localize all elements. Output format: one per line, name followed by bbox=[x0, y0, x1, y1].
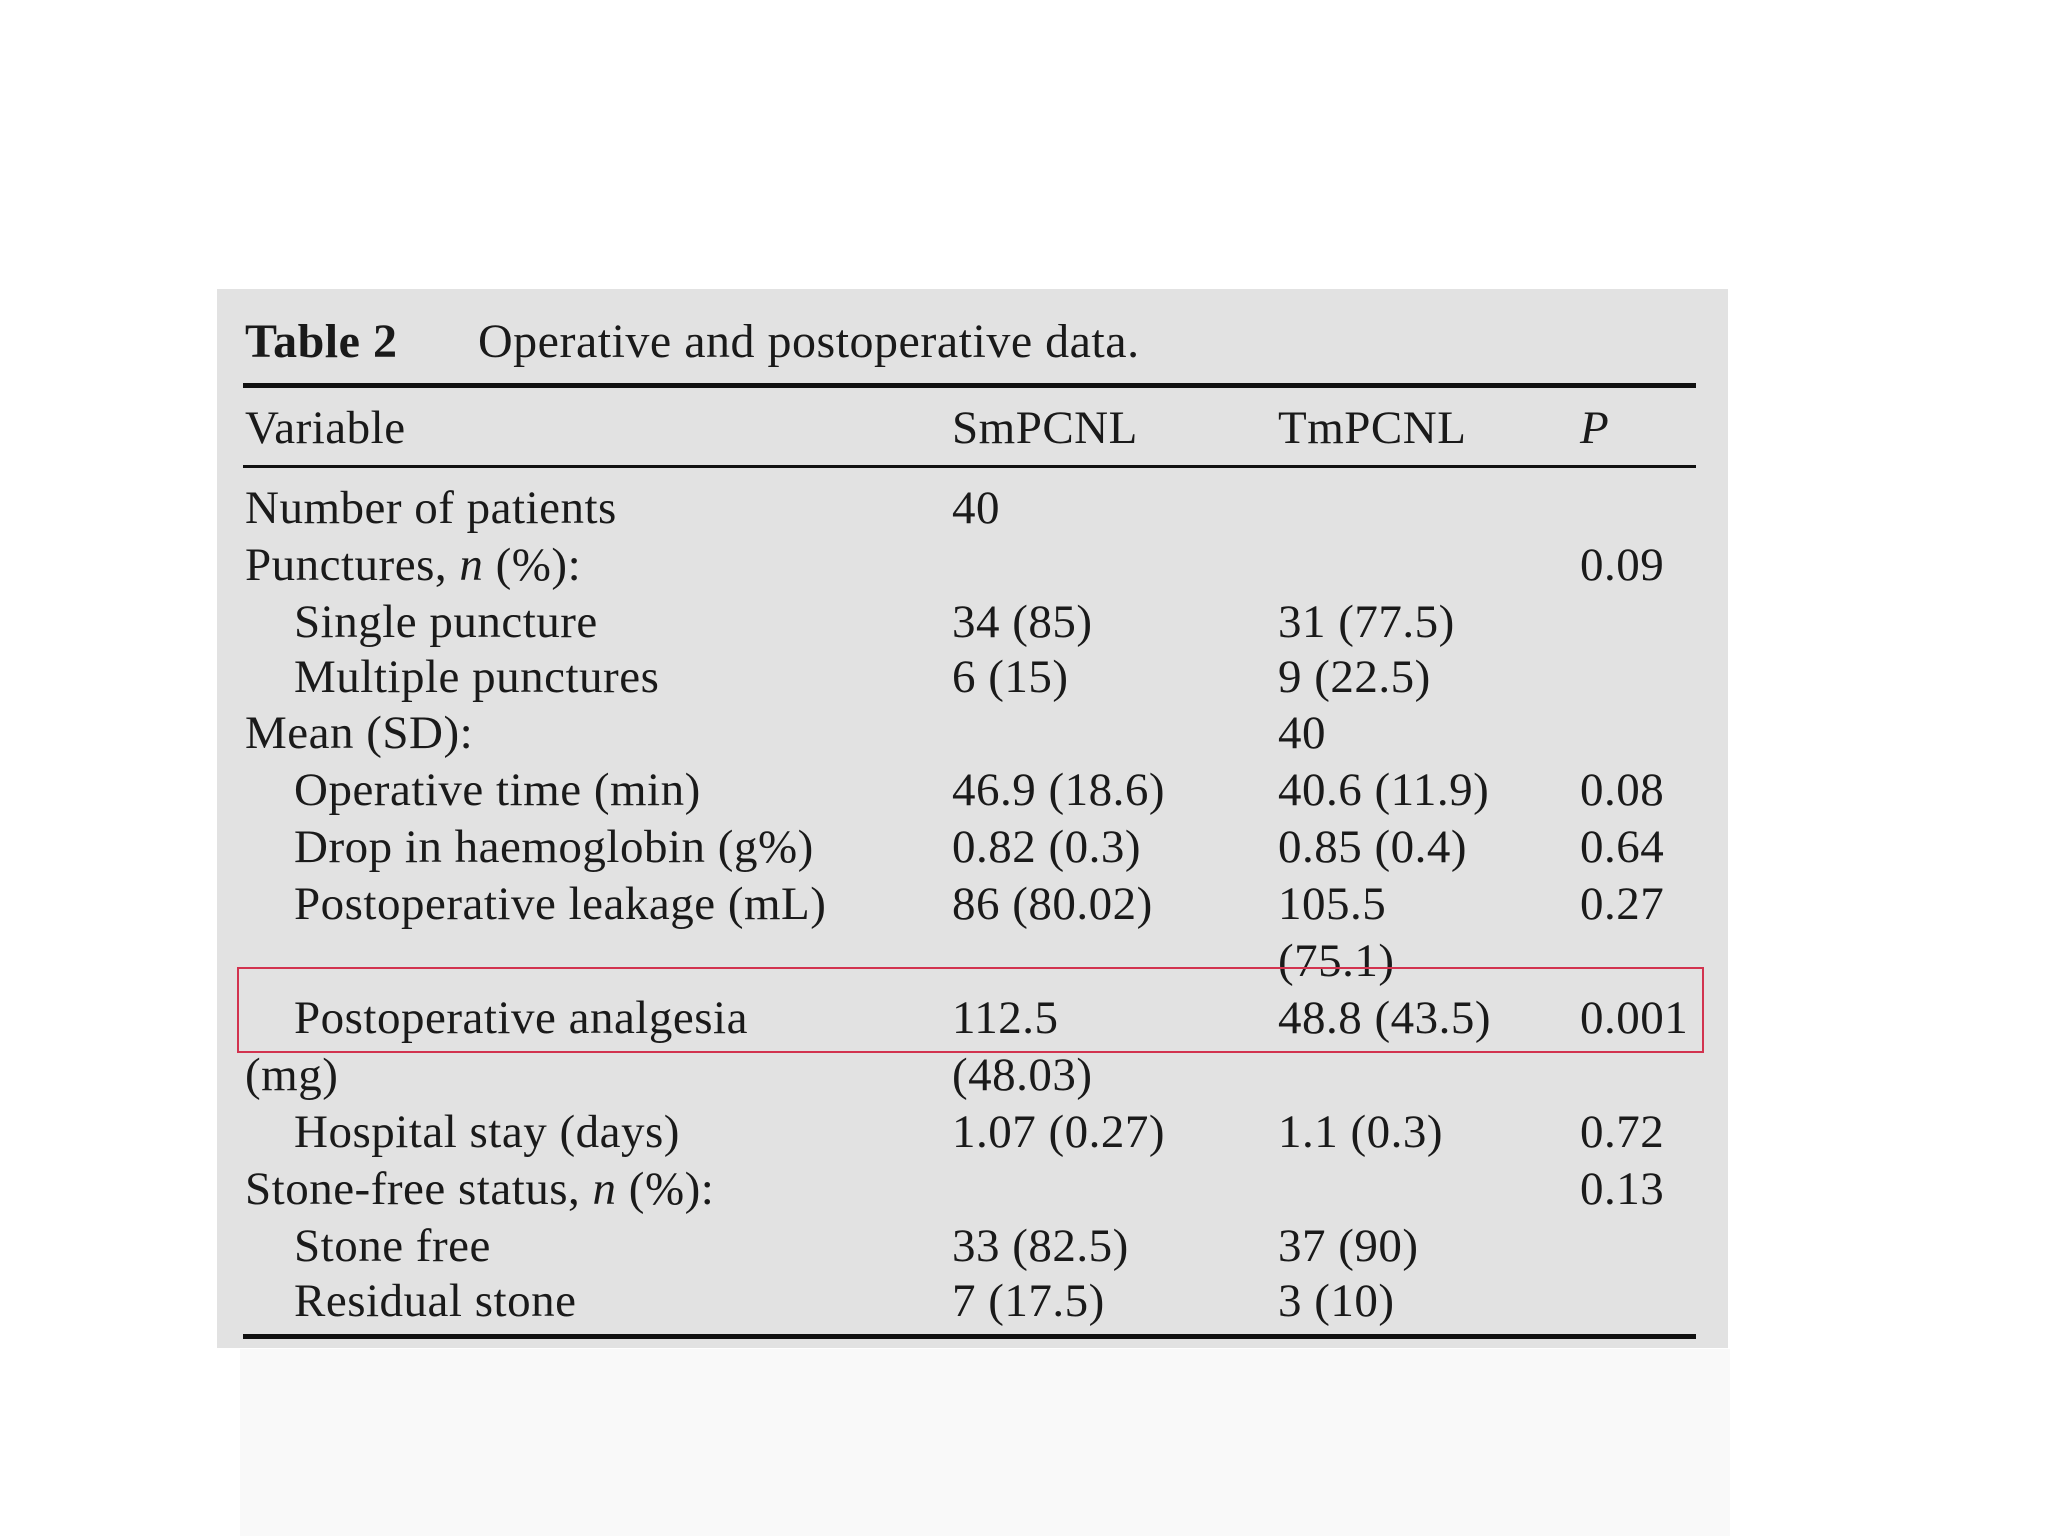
row-stone-free-status-label: Stone-free status, n (%): bbox=[245, 1163, 715, 1215]
row-multiple-tm: 9 (22.5) bbox=[1278, 651, 1431, 703]
row-hospital-stay-tm: 1.1 (0.3) bbox=[1278, 1106, 1444, 1158]
row-stone-free-sm: 33 (82.5) bbox=[952, 1220, 1129, 1272]
bottom-rule bbox=[243, 1334, 1696, 1339]
header-smpcnl: SmPCNL bbox=[952, 402, 1138, 454]
row-hospital-stay-sm: 1.07 (0.27) bbox=[952, 1106, 1166, 1158]
header-p: P bbox=[1580, 402, 1610, 454]
row-analgesia-sm-line2: (48.03) bbox=[952, 1049, 1093, 1101]
row-operative-time-p: 0.08 bbox=[1580, 764, 1665, 816]
row-single-label: Single puncture bbox=[294, 596, 598, 648]
row-hospital-stay-label: Hospital stay (days) bbox=[294, 1106, 680, 1158]
header-rule bbox=[243, 465, 1696, 468]
row-analgesia-label-line1: Postoperative analgesia bbox=[294, 992, 748, 1044]
row-analgesia-tm: 48.8 (43.5) bbox=[1278, 992, 1492, 1044]
row-patients-label: Number of patients bbox=[245, 482, 617, 534]
header-tmpcnl: TmPCNL bbox=[1278, 402, 1467, 454]
bottom-strip bbox=[240, 1349, 1730, 1536]
row-haemoglobin-label: Drop in haemoglobin (g%) bbox=[294, 821, 814, 873]
row-stone-free-tm: 37 (90) bbox=[1278, 1220, 1419, 1272]
row-analgesia-label-line2: (mg) bbox=[245, 1049, 339, 1101]
row-haemoglobin-p: 0.64 bbox=[1580, 821, 1665, 873]
row-mean-sd-tm: 40 bbox=[1278, 707, 1326, 759]
table-caption-label: Table 2 bbox=[245, 315, 398, 368]
row-operative-time-tm: 40.6 (11.9) bbox=[1278, 764, 1490, 816]
header-variable: Variable bbox=[245, 402, 406, 454]
row-residual-sm: 7 (17.5) bbox=[952, 1275, 1105, 1327]
row-hospital-stay-p: 0.72 bbox=[1580, 1106, 1665, 1158]
row-stone-free-label: Stone free bbox=[294, 1220, 491, 1272]
row-haemoglobin-sm: 0.82 (0.3) bbox=[952, 821, 1142, 873]
row-analgesia-sm-line1: 112.5 bbox=[952, 992, 1059, 1044]
row-punctures-label: Punctures, n (%): bbox=[245, 539, 582, 591]
row-mean-sd-label: Mean (SD): bbox=[245, 707, 474, 759]
highlight-box bbox=[237, 967, 1704, 1053]
row-analgesia-p: 0.001 bbox=[1580, 992, 1689, 1044]
row-leakage-tm-line2: (75.1) bbox=[1278, 935, 1395, 987]
row-single-sm: 34 (85) bbox=[952, 596, 1093, 648]
row-leakage-tm-line1: 105.5 bbox=[1278, 878, 1387, 930]
row-operative-time-label: Operative time (min) bbox=[294, 764, 701, 816]
row-residual-label: Residual stone bbox=[294, 1275, 577, 1327]
table-caption-title: Operative and postoperative data. bbox=[478, 315, 1140, 368]
row-multiple-label: Multiple punctures bbox=[294, 651, 660, 703]
row-operative-time-sm: 46.9 (18.6) bbox=[952, 764, 1166, 816]
row-leakage-p: 0.27 bbox=[1580, 878, 1665, 930]
row-haemoglobin-tm: 0.85 (0.4) bbox=[1278, 821, 1468, 873]
row-punctures-p: 0.09 bbox=[1580, 539, 1665, 591]
row-residual-tm: 3 (10) bbox=[1278, 1275, 1395, 1327]
row-leakage-label: Postoperative leakage (mL) bbox=[294, 878, 827, 930]
row-leakage-sm: 86 (80.02) bbox=[952, 878, 1153, 930]
row-single-tm: 31 (77.5) bbox=[1278, 596, 1455, 648]
row-patients-sm: 40 bbox=[952, 482, 1000, 534]
row-multiple-sm: 6 (15) bbox=[952, 651, 1069, 703]
top-rule bbox=[243, 383, 1696, 388]
row-stone-free-status-p: 0.13 bbox=[1580, 1163, 1665, 1215]
